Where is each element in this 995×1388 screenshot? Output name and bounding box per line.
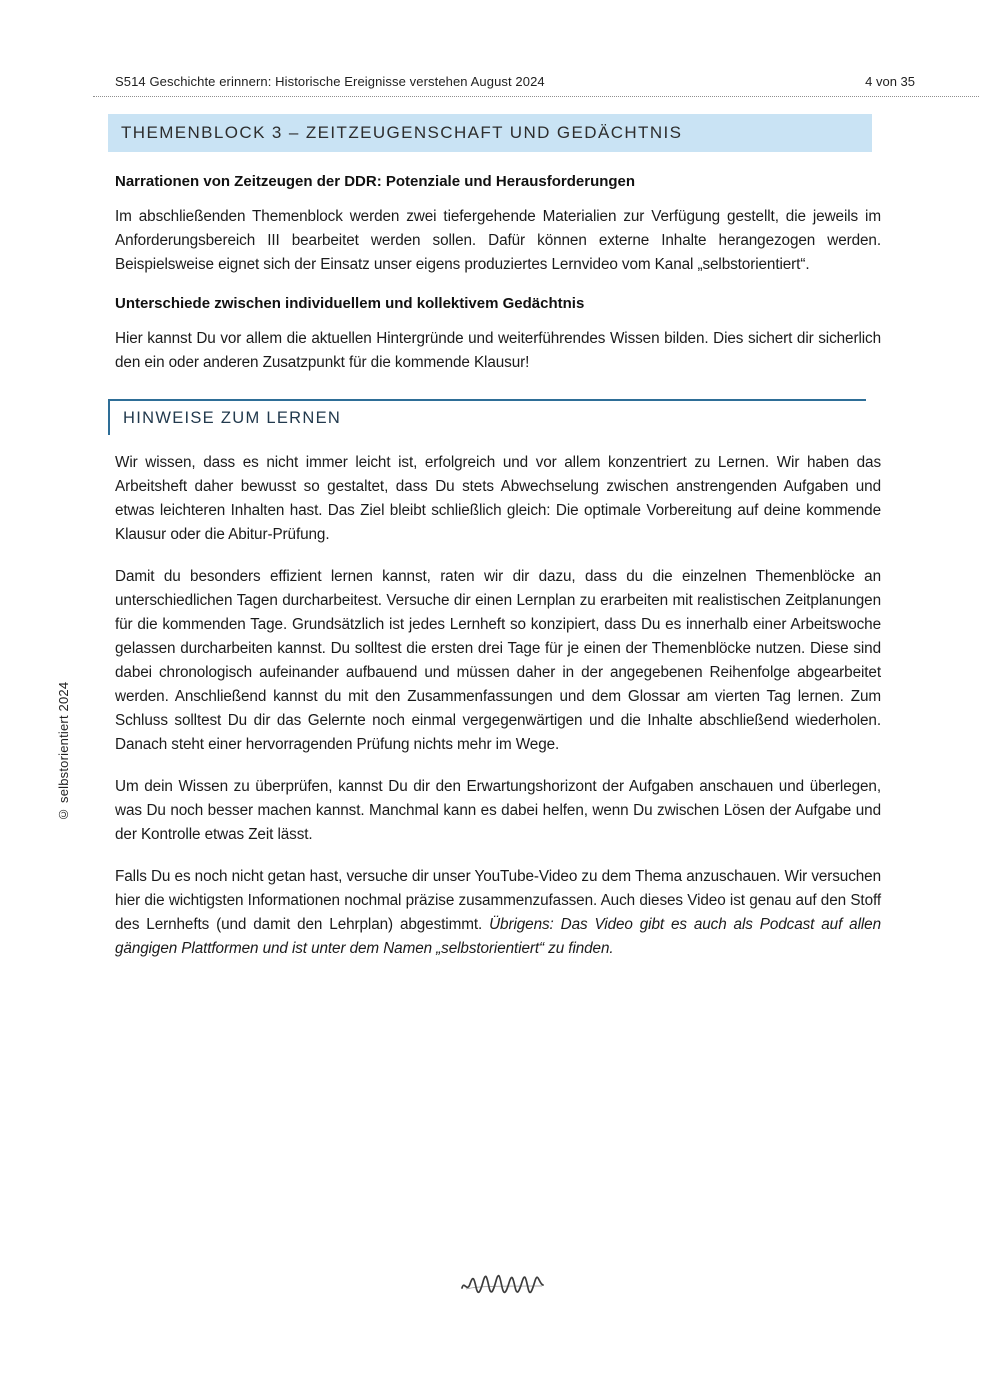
hinweise-zum-lernen-title: HINWEISE ZUM LERNEN <box>123 409 342 427</box>
paragraph-lernen-4 <box>115 865 881 961</box>
paragraph-lernen-1: Wir wissen, dass es nicht immer leicht ist, erfolgreich und vor allem konzentriert zu Lernen. Wir haben das Arbeitsheft daher bewusst so gestaltet, dass Du stets Abwechselung zwischen anstrengenden Aufgaben und etwas leichteren Inhalten hast. Das Ziel bleibt schließlich gleich: Die optimale Vorbereitung auf deine kommende Klausur oder die Abitur-Prüfung. <box>115 454 881 543</box>
section-heading-narrationen: Narrationen von Zeitzeugen der DDR: Potenziale und Herausforderungen <box>115 173 636 190</box>
hinweise-zum-lernen-box <box>108 399 866 435</box>
themenblock-banner <box>108 114 872 152</box>
page-number: 4 von 35 <box>865 74 915 89</box>
signature-scribble-icon <box>458 1272 548 1298</box>
document-title: S514 Geschichte erinnern: Historische Ereignisse verstehen August 2024 <box>115 74 545 89</box>
vertical-copyright <box>56 598 71 822</box>
paragraph-lernen-4-normal: Falls Du es noch nicht getan hast, versuche dir unser YouTube-Video zu dem Thema anzuschauen. Wir versuchen hier die wichtigsten Informationen nochmal präzise zusammenzufassen. Auch dieses Video ist genau auf den Stoff des Lernhefts (und damit den Lehrplan) abgestimmt. <box>115 868 881 933</box>
paragraph-lernen-3: Um dein Wissen zu überprüfen, kannst Du dir den Erwartungshorizont der Aufgaben anschauen und überlegen, was Du noch besser machen kannst. Manchmal kann es dabei helfen, wenn Du zwischen Lösen der Aufgabe und der Kontrolle etwas Zeit lässt. <box>115 778 881 843</box>
paragraph-lernen-2: Damit du besonders effizient lernen kannst, raten wir dir dazu, dass du die einzelnen Themenblöcke an unterschiedlichen Tagen durcharbeitest. Versuche dir einen Lernplan zu erarbeiten mit realistischen Zeitplanungen für die kommenden Tage. Grundsätzlich ist jedes Lernheft so konzipiert, dass Du es innerhalb einer Arbeitswoche gelassen durcharbeiten kannst. Du solltest die ersten drei Tage für je einen der Themenblöcke nutzen. Diese sind dabei chronologisch aufeinander aufbauend und müssen daher in der angegebenen Reihenfolge abgearbeitet werden. Anschließend kannst du mit den Zusammenfassungen und dem Glossar am vierten Tag lernen. Zum Schluss solltest Du dir das Gelernte noch einmal vergegenwärtigen und die Inhalte abschließend wiederholen. Danach steht einer hervorragenden Prüfung nichts mehr im Wege. <box>115 568 881 753</box>
paragraph-themenblock-intro: Im abschließenden Themenblock werden zwei tiefergehende Materialien zur Verfügung gestellt, die jeweils im Anforderungsbereich III bearbeitet werden sollen. Dafür können externe Inhalte herangezogen werden. Beispielsweise eignet sich der Einsatz unser eigens produziertes Lernvideo vom Kanal „selbstorientiert“. <box>115 208 881 273</box>
section-heading-unterschiede: Unterschiede zwischen individuellem und kollektivem Gedächtnis <box>115 295 585 312</box>
paragraph-gedaechtnis: Hier kannst Du vor allem die aktuellen Hintergründe und weiterführendes Wissen bilden. Dies sichert dir sicherlich den ein oder anderen Zusatzpunkt für die kommende Klausur! <box>115 330 881 371</box>
main-content <box>115 163 881 979</box>
running-header <box>93 74 979 97</box>
copyright-text: © selbstorientiert 2024 <box>56 681 71 822</box>
paragraph-lernen-4-italic: Übrigens: Das Video gibt es auch als Podcast auf allen gängigen Plattformen und ist unter dem Namen „selbstorientiert“ zu finden. <box>115 916 881 957</box>
themenblock-banner-title: THEMENBLOCK 3 – ZEITZEUGENSCHAFT UND GEDÄCHTNIS <box>121 123 683 142</box>
